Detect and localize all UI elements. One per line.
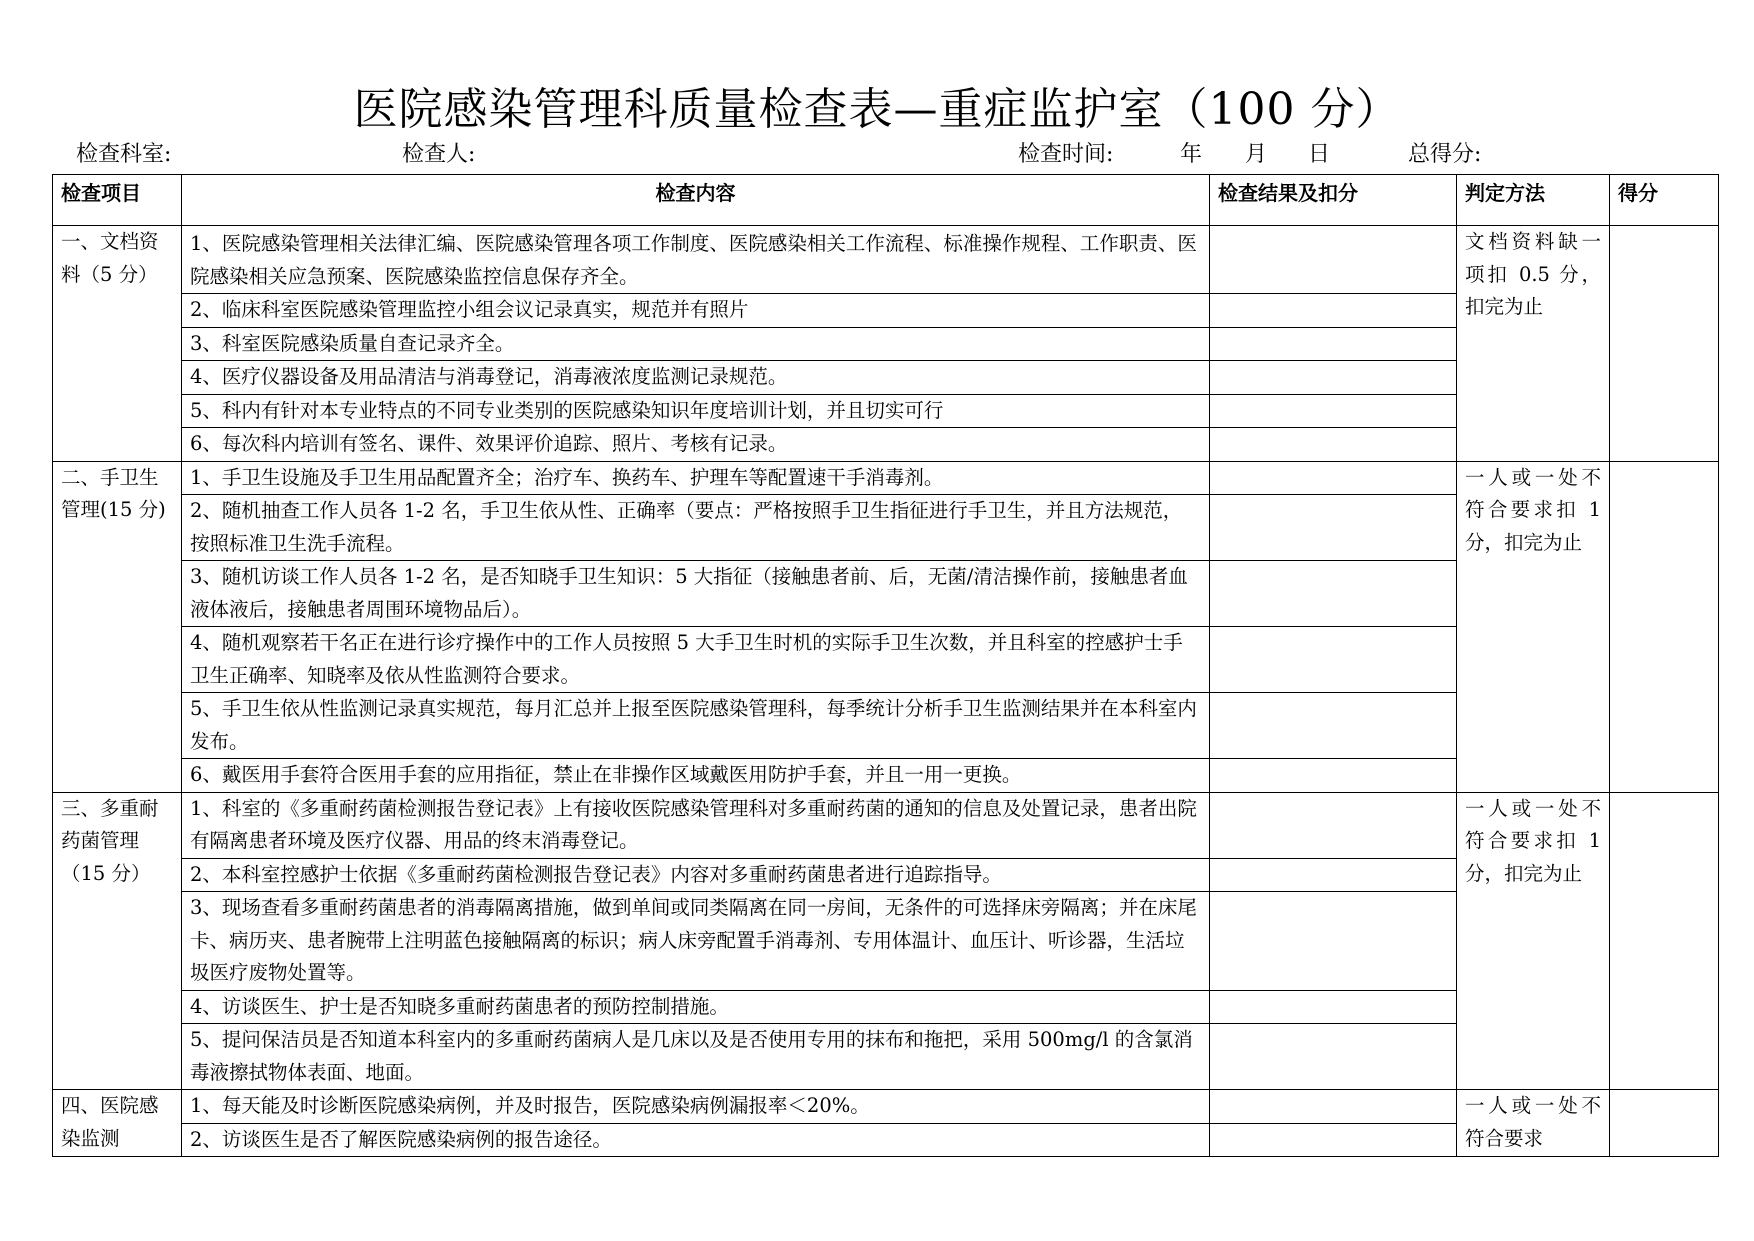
table-row	[53, 792, 1719, 858]
check-item: 1、手卫生设施及手卫生用品配置齐全；治疗车、换药车、护理车等配置速干手消毒剂。	[182, 461, 1210, 495]
result-cell[interactable]	[1210, 858, 1457, 892]
table-row	[53, 461, 1719, 495]
check-item: 2、随机抽查工作人员各 1-2 名，手卫生依从性、正确率（要点：严格按照手卫生指征进行手卫生，并且方法规范，按照标准卫生洗手流程。	[182, 495, 1210, 561]
result-cell[interactable]	[1210, 428, 1457, 462]
header-method: 判定方法	[1457, 175, 1610, 226]
check-item: 2、临床科室医院感染管理监控小组会议记录真实，规范并有照片	[182, 294, 1210, 328]
judgement-method: 文档资料缺一项扣 0.5 分，扣完为止	[1457, 226, 1610, 462]
result-cell[interactable]	[1210, 759, 1457, 793]
check-item: 5、手卫生依从性监测记录真实规范，每月汇总并上报至医院感染管理科，每季统计分析手卫生监测结果并在本科室内发布。	[182, 693, 1210, 759]
result-cell[interactable]	[1210, 327, 1457, 361]
check-item: 4、访谈医生、护士是否知晓多重耐药菌患者的预防控制措施。	[182, 990, 1210, 1024]
result-cell[interactable]	[1210, 693, 1457, 759]
dept-label: 检查科室:	[76, 142, 172, 167]
year-label: 年	[1180, 142, 1203, 167]
result-cell[interactable]	[1210, 294, 1457, 328]
header-item: 检查项目	[53, 175, 182, 226]
table-header-row	[53, 175, 1719, 226]
inspector-label: 检查人:	[402, 142, 476, 167]
table-row	[53, 226, 1719, 294]
result-cell[interactable]	[1210, 361, 1457, 395]
result-cell[interactable]	[1210, 627, 1457, 693]
form-title: 医院感染管理科质量检查表—重症监护室（100 分）	[353, 84, 1401, 135]
check-item: 5、科内有针对本专业特点的不同专业类别的医院感染知识年度培训计划，并且切实可行	[182, 394, 1210, 428]
judgement-method: 一人或一处不符合要求	[1457, 1090, 1610, 1157]
result-cell[interactable]	[1210, 792, 1457, 858]
score-cell[interactable]	[1610, 226, 1719, 462]
total-score-label: 总得分:	[1408, 142, 1482, 167]
section-category: 一、文档资料（5 分）	[53, 226, 182, 462]
check-item: 2、访谈医生是否了解医院感染病例的报告途径。	[182, 1123, 1210, 1157]
result-cell[interactable]	[1210, 561, 1457, 627]
result-cell[interactable]	[1210, 1123, 1457, 1157]
inspection-table	[52, 174, 1719, 1157]
check-item: 1、医院感染管理相关法律汇编、医院感染管理各项工作制度、医院感染相关工作流程、标准操作规程、工作职责、医院感染相关应急预案、医院感染监控信息保存齐全。	[182, 226, 1210, 294]
section-category: 三、多重耐药菌管理（15 分）	[53, 792, 182, 1090]
check-item: 3、随机访谈工作人员各 1-2 名，是否知晓手卫生知识：5 大指征（接触患者前、后，无菌/清洁操作前，接触患者血液体液后，接触患者周围环境物品后）。	[182, 561, 1210, 627]
header-result: 检查结果及扣分	[1210, 175, 1457, 226]
check-item: 4、医疗仪器设备及用品清洁与消毒登记，消毒液浓度监测记录规范。	[182, 361, 1210, 395]
time-label: 检查时间:	[1018, 142, 1114, 167]
day-label: 日	[1308, 142, 1331, 167]
month-label: 月	[1245, 142, 1268, 167]
judgement-method: 一人或一处不符合要求扣 1 分，扣完为止	[1457, 792, 1610, 1090]
check-item: 1、每天能及时诊断医院感染病例，并及时报告，医院感染病例漏报率＜20%。	[182, 1090, 1210, 1124]
judgement-method: 一人或一处不符合要求扣 1 分，扣完为止	[1457, 461, 1610, 792]
score-cell[interactable]	[1610, 792, 1719, 1090]
check-item: 3、现场查看多重耐药菌患者的消毒隔离措施，做到单间或同类隔离在同一房间，无条件的可选择床旁隔离；并在床尾卡、病历夹、患者腕带上注明蓝色接触隔离的标识；病人床旁配置手消毒剂、专用体温计、血压计、听诊器，生活垃圾医疗废物处置等。	[182, 892, 1210, 991]
table-row	[53, 1090, 1719, 1124]
header-score: 得分	[1610, 175, 1719, 226]
result-cell[interactable]	[1210, 226, 1457, 294]
score-cell[interactable]	[1610, 461, 1719, 792]
header-content: 检查内容	[182, 175, 1210, 226]
check-item: 1、科室的《多重耐药菌检测报告登记表》上有接收医院感染管理科对多重耐药菌的通知的信息及处置记录，患者出院有隔离患者环境及医疗仪器、用品的终末消毒登记。	[182, 792, 1210, 858]
check-item: 4、随机观察若干名正在进行诊疗操作中的工作人员按照 5 大手卫生时机的实际手卫生次数，并且科室的控感护士手卫生正确率、知晓率及依从性监测符合要求。	[182, 627, 1210, 693]
check-item: 6、戴医用手套符合医用手套的应用指征，禁止在非操作区域戴医用防护手套，并且一用一更换。	[182, 759, 1210, 793]
result-cell[interactable]	[1210, 461, 1457, 495]
check-item: 5、提问保洁员是否知道本科室内的多重耐药菌病人是几床以及是否使用专用的抹布和拖把，采用 500mg/l 的含氯消毒液擦拭物体表面、地面。	[182, 1024, 1210, 1090]
check-item: 3、科室医院感染质量自查记录齐全。	[182, 327, 1210, 361]
result-cell[interactable]	[1210, 990, 1457, 1024]
section-category: 二、手卫生管理(15 分)	[53, 461, 182, 792]
result-cell[interactable]	[1210, 892, 1457, 991]
result-cell[interactable]	[1210, 1090, 1457, 1124]
result-cell[interactable]	[1210, 1024, 1457, 1090]
check-item: 6、每次科内培训有签名、课件、效果评价追踪、照片、考核有记录。	[182, 428, 1210, 462]
result-cell[interactable]	[1210, 495, 1457, 561]
score-cell[interactable]	[1610, 1090, 1719, 1157]
result-cell[interactable]	[1210, 394, 1457, 428]
section-category: 四、医院感染监测	[53, 1090, 182, 1157]
check-item: 2、本科室控感护士依据《多重耐药菌检测报告登记表》内容对多重耐药菌患者进行追踪指导。	[182, 858, 1210, 892]
